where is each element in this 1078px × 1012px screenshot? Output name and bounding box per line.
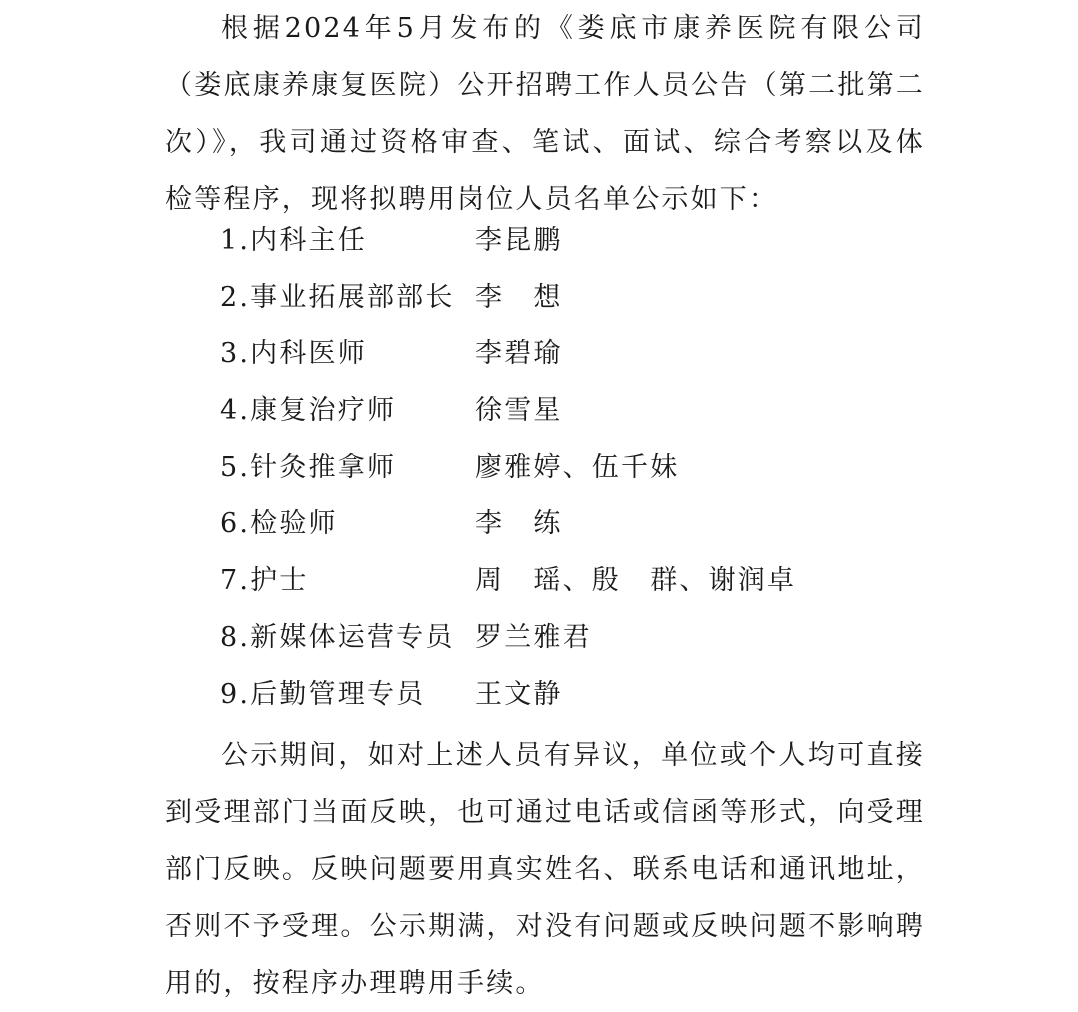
list-item-names: 王文静: [475, 678, 563, 710]
list-item: [220, 496, 920, 553]
list-item: [220, 667, 920, 724]
list-item-position: 1.内科主任: [220, 225, 367, 256]
list-item-names: 徐雪星: [475, 395, 563, 427]
list-item-position: 2.事业拓展部部长: [220, 281, 455, 313]
list-item: [220, 553, 920, 610]
list-item-position: 9.后勤管理专员: [220, 678, 426, 710]
intro-paragraph: 根据2024年5月发布的《娄底市康养医院有限公司（娄底康养康复医院）公开招聘工作人员公告（第二批第二次）》，我司通过资格审查、笔试、面试、综合考察以及体检等程序，现将拟聘用岗位人员名单公示如下：: [165, 13, 925, 215]
list-item-names: 李 练: [475, 508, 563, 540]
list-item-names: 李碧瑜: [475, 338, 563, 370]
list-item-position: 8.新媒体运营专员: [220, 621, 455, 653]
list-item: [220, 270, 920, 327]
list-item-position: 3.内科医师: [220, 338, 367, 370]
notice-paragraph: 公示期间，如对上述人员有异议，单位或个人均可直接到受理部门当面反映，也可通过电话或信函等形式，向受理部门反映。反映问题要用真实姓名、联系电话和通讯地址，否则不予受理。公示期满，对没有问题或反映问题不影响聘用的，按程序办理聘用手续。: [165, 740, 925, 999]
list-item-position: 6.检验师: [220, 508, 338, 540]
list-item: [220, 610, 920, 667]
list-item-names: 周 瑶、殷 群、谢润卓: [475, 565, 797, 597]
list-item-position: 5.针灸推拿师: [220, 451, 397, 483]
list-item-names: 李 想: [475, 281, 563, 313]
list-item-position: 7.护士: [220, 565, 309, 597]
list-item: [220, 213, 920, 270]
list-item: [220, 383, 920, 440]
hire-list: [220, 213, 920, 723]
list-item-names: 罗兰雅君: [475, 621, 592, 653]
list-item-names: 李昆鹏: [475, 225, 563, 256]
list-item-names: 廖雅婷、伍千妹: [475, 451, 680, 483]
list-item-position: 4.康复治疗师: [220, 395, 397, 427]
list-item: [220, 440, 920, 497]
list-item: [220, 326, 920, 383]
